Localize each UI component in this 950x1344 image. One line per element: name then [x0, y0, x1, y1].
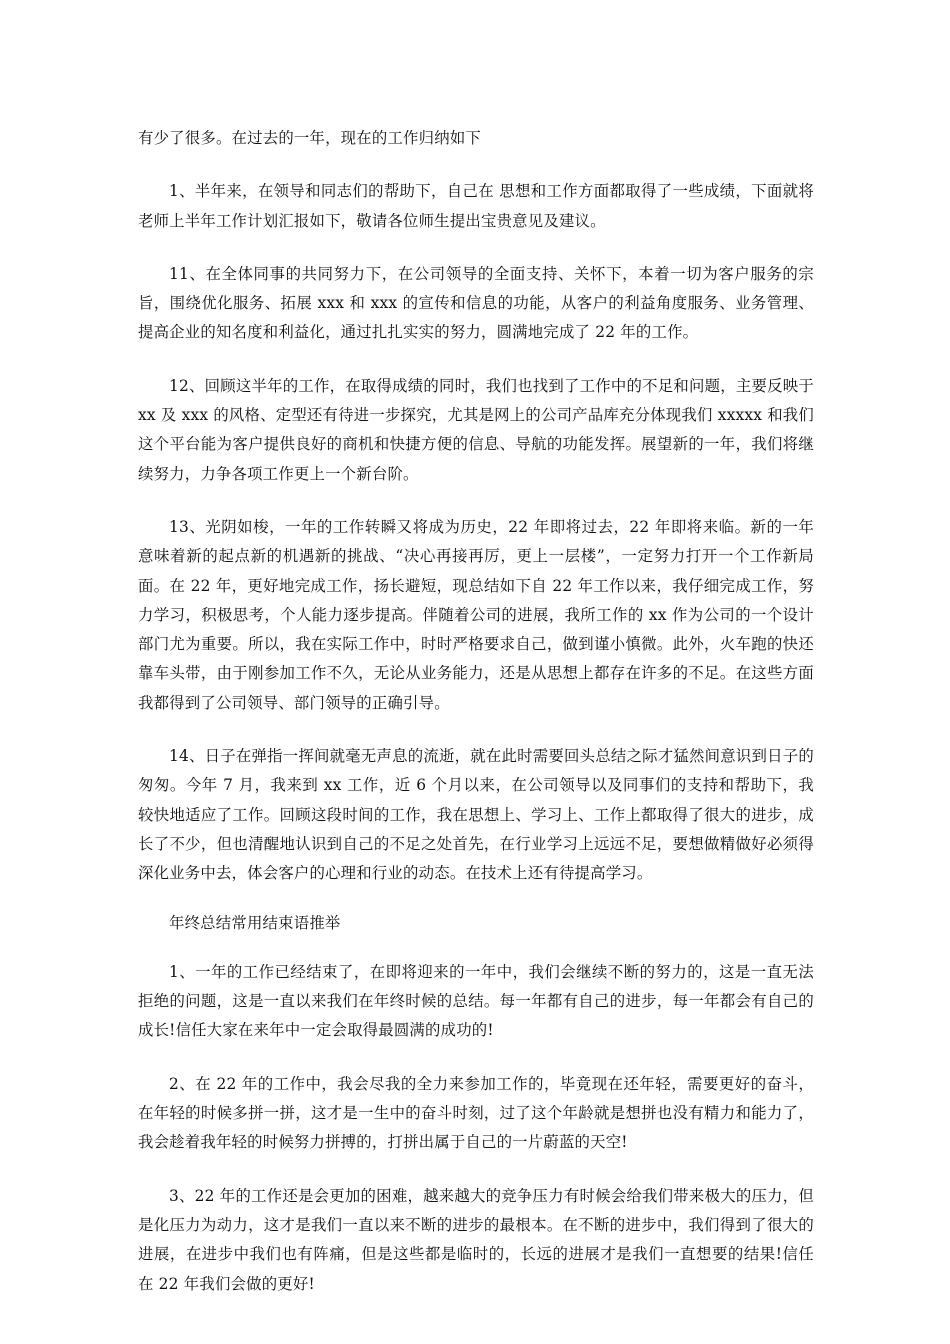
paragraph-11: 11、在全体同事的共同努力下，在公司领导的全面支持、关怀下，本着一切为客户服务的宗旨，围绕优化服务、拓展 xxx 和 xxx 的宣传和信息的功能，从客户的利益角度服务、业务管理、提高企业的知名度和利益化，通过扎扎实实的努力，圆满地完成了 22 年的工作。 [138, 264, 814, 342]
document-page [138, 124, 814, 1299]
closing-paragraph-2: 2、在 22 年的工作中，我会尽我的全力来参加工作的，毕竟现在还年轻，需要更好的奋斗，在年轻的时候多拼一拼，这才是一生中的奋斗时刻，过了这个年龄就是想拼也没有精力和能力了，我会趁着我年轻的时候努力拼搏的，打拼出属于自己的一片蔚蓝的天空! [138, 1074, 814, 1152]
section-heading: 年终总结常用结束语推举 [169, 913, 341, 932]
intro-line: 有少了很多。在过去的一年，现在的工作归纳如下 [138, 129, 481, 147]
paragraph-1: 1、半年来，在领导和同志们的帮助下，自己在 思想和工作方面都取得了一些成绩，下面就将老师上半年工作计划汇报如下，敬请各位师生提出宝贵意见及建议。 [138, 182, 814, 230]
paragraph-13: 13、光阴如梭，一年的工作转瞬又将成为历史，22 年即将过去，22 年即将来临。新的一年意味着新的起点新的机遇新的挑战、“决心再接再厉，更上一层楼”，一定努力打开一个工作新局面。在 22 年，更好地完成工作，扬长避短，现总结如下自 22 年工作以来，我仔细完成工作，努力学习，积极思考，个人能力逐步提高。伴随着公司的进展，我所工作的 xx 作为公司的一个设计部门尤为重要。所以，我在实际工作中，时时严格要求自己，做到谨小慎微。此外，火车跑的快还靠车头带，由于刚参加工作不久，无论从业务能力，还是从思想上都存在许多的不足。在这些方面我都得到了公司领导、部门领导的正确引导。 [138, 517, 814, 712]
closing-paragraph-1: 1、一年的工作已经结束了，在即将迎来的一年中，我们会继续不断的努力的，这是一直无法拒绝的问题，这是一直以来我们在年终时候的总结。每一年都有自己的进步，每一年都会有自己的成长!信任大家在来年中一定会取得最圆满的成功的! [138, 962, 814, 1040]
paragraph-14: 14、日子在弹指一挥间就毫无声息的流逝，就在此时需要回头总结之际才猛然间意识到日子的匆匆。今年 7 月，我来到 xx 工作，近 6 个月以来，在公司领导以及同事们的支持和帮助下，我较快地适应了工作。回顾这段时间的工作，我在思想上、学习上、工作上都取得了很大的进步，成长了不少，但也清醒地认识到自己的不足之处首先，在行业学习上远远不足，要想做精做好必须得深化业务中去，体会客户的心理和行业的动态。在技术上还有待提高学习。 [138, 747, 814, 883]
closing-paragraph-3: 3、22 年的工作还是会更加的困难，越来越大的竞争压力有时候会给我们带来极大的压力，但是化压力为动力，这才是我们一直以来不断的进步的最根本。在不断的进步中，我们得到了很大的进展，在进步中我们也有阵痛，但是这些都是临时的，长远的进展才是我们一直想要的结果!信任在 22 年我们会做的更好! [138, 1186, 814, 1293]
paragraph-12: 12、回顾这半年的工作，在取得成绩的同时，我们也找到了工作中的不足和问题，主要反映于 xx 及 xxx 的风格、定型还有待进一步探究，尤其是网上的公司产品库充分体现我们 xxxxx 和我们这个平台能为客户提供良好的商机和快捷方便的信息、导航的功能发挥。展望新的一年，我们将继续努力，力争各项工作更上一个新台阶。 [138, 376, 814, 483]
